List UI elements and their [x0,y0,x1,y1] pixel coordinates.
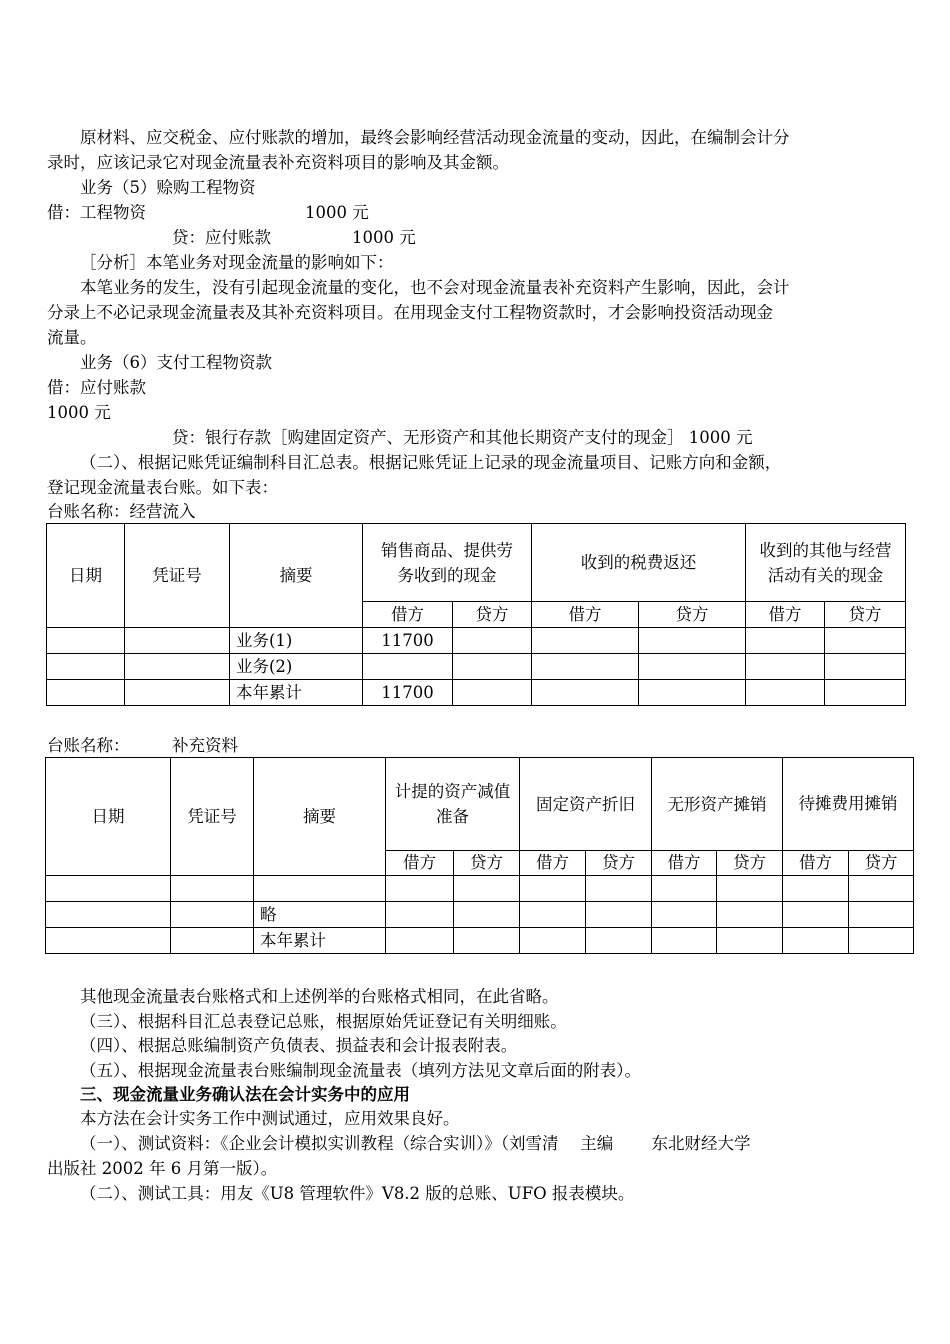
cell-value [717,876,783,902]
biz6-credit-line: 贷：银行存款［购建固定资产、无形资产和其他长期资产支付的现金］ 1000 元 [172,428,753,447]
ledger2-caption-label: 台账名称： [47,736,130,755]
cell-value [652,876,717,902]
cell-value [520,876,586,902]
sub-header-credit: 贷方 [717,851,783,876]
sub-header-debit: 借方 [520,851,586,876]
cell-value [386,876,454,902]
cell-date [47,628,125,654]
cell-value [520,928,586,954]
table-row [46,902,914,928]
cell-value [639,628,746,654]
biz6-title: 业务（6）支付工程物资款 [80,353,272,372]
cell-date [46,876,171,902]
cell-value [454,928,520,954]
cell-value: 11700 [363,680,453,706]
header-other-operating-text: 收到的其他与经营活动有关的现金 [759,540,892,585]
cell-value [717,928,783,954]
sub-header-credit: 贷方 [453,602,532,628]
sub-header-debit: 借方 [363,602,453,628]
ledger2-caption-value: 补充资料 [172,736,238,755]
cell-value [453,680,532,706]
header-impairment [386,758,520,851]
cell-value [849,928,914,954]
cell-value [746,680,825,706]
cell-voucher [125,680,230,706]
step2-line-1: （二）、根据记账凭证编制科目汇总表。根据记账凭证上记录的现金流量项目、记账方向和金额， [80,453,782,472]
cell-value [639,680,746,706]
cell-value [825,628,906,654]
cell-date [46,928,171,954]
header-date: 日期 [47,524,125,628]
table-row [46,928,914,954]
ledger-operating-inflow [46,523,906,706]
header-amortization [652,758,783,851]
sub-header-debit: 借方 [386,851,454,876]
header-tax-refund: 收到的税费返还 [532,524,746,602]
ledger1-caption: 台账名称：经营流入 [47,502,196,521]
cell-value [717,902,783,928]
step4-line: （四）、根据总账编制资产负债表、损益表和会计报表附表。 [80,1036,518,1055]
header-date: 日期 [46,758,171,876]
biz5-text-1: 本笔业务的发生，没有引起现金流量的变化，也不会对现金流量表补充资料产生影响，因此，会计 [80,278,790,297]
cell-value [453,654,532,680]
header-amortization-text: 无形资产摊销 [667,794,767,814]
biz5-text-3: 流量。 [47,328,97,347]
cell-value [386,902,454,928]
header-summary: 摘要 [254,758,386,876]
table-row [47,654,906,680]
cell-voucher [171,928,254,954]
cell-value [586,876,652,902]
biz5-debit-amount: 1000 元 [305,203,369,222]
cell-value [849,876,914,902]
header-other-operating [746,524,906,602]
after-line-1: 其他现金流量表台账格式和上述例举的台账格式相同，在此省略。 [80,987,559,1006]
biz5-analysis: ［分析］本笔业务对现金流量的影响如下： [80,253,394,272]
cell-value [652,928,717,954]
header-depreciation-text: 固定资产折旧 [536,794,635,814]
sub-header-credit: 贷方 [454,851,520,876]
biz5-credit-amount: 1000 元 [352,228,416,247]
test-material-line-1: （一）、测试资料：《企业会计模拟实训教程（综合实训）》（刘雪清 主编 东北财经大学 [80,1134,751,1153]
cell-value [363,654,453,680]
cell-summary: 本年累计 [230,680,363,706]
header-voucher: 凭证号 [125,524,230,628]
biz5-debit-label: 借：工程物资 [47,203,146,222]
cell-value [586,902,652,928]
cell-date [46,902,171,928]
header-impairment-text: 计提的资产减值准备 [394,782,511,826]
table-row [46,876,914,902]
cell-value [453,628,532,654]
biz5-title: 业务（5）赊购工程物资 [80,178,256,197]
cell-value [849,902,914,928]
cell-value [386,928,454,954]
cell-value: 11700 [363,628,453,654]
sub-header-debit: 借方 [652,851,717,876]
header-voucher: 凭证号 [171,758,254,876]
cell-value [520,902,586,928]
cell-value [454,876,520,902]
cell-value [454,902,520,928]
biz5-credit-label: 贷：应付账款 [172,228,271,247]
header-sales-cash [363,524,532,602]
biz6-debit-amount: 1000 元 [47,403,111,422]
cell-value [652,902,717,928]
intro-line-1: 原材料、应交税金、应付账款的增加，最终会影响经营活动现金流量的变动，因此，在编制会计分 [80,128,790,147]
cell-summary [254,876,386,902]
step5-line: （五）、根据现金流量表台账编制现金流量表（填列方法见文章后面的附表）。 [80,1061,641,1080]
cell-value [639,654,746,680]
cell-voucher [171,876,254,902]
section-intro: 本方法在会计实务工作中测试通过，应用效果良好。 [80,1109,460,1128]
sub-header-debit: 借方 [746,602,825,628]
table-row [47,680,906,706]
header-summary: 摘要 [230,524,363,628]
table-row [47,628,906,654]
sub-header-debit: 借方 [532,602,639,628]
cell-value [783,902,849,928]
sub-header-credit: 贷方 [825,602,906,628]
cell-value [532,628,639,654]
cell-summary: 略 [254,902,386,928]
biz5-text-2: 分录上不必记录现金流量表及其补充资料项目。在用现金支付工程物资款时，才会影响投资活动现金 [47,303,773,322]
step2-line-2: 登记现金流量表台账。如下表： [47,478,278,497]
header-sales-cash-text: 销售商品、提供劳务收到的现金 [381,540,513,585]
sub-header-credit: 贷方 [849,851,914,876]
cell-voucher [125,628,230,654]
cell-summary: 业务(2) [230,654,363,680]
cell-summary: 本年累计 [254,928,386,954]
cell-voucher [125,654,230,680]
test-material-line-2: 出版社 2002 年 6 月第一版）。 [47,1159,278,1178]
cell-value [783,876,849,902]
sub-header-debit: 借方 [783,851,849,876]
cell-date [47,680,125,706]
sub-header-credit: 贷方 [586,851,652,876]
cell-value [586,928,652,954]
header-prepaid: 待摊费用摊销 [783,758,914,851]
cell-value [825,654,906,680]
step3-line: （三）、根据科目汇总表登记总账，根据原始凭证登记有关明细账。 [80,1012,567,1031]
ledger-supplementary [45,757,914,954]
cell-value [532,654,639,680]
cell-voucher [171,902,254,928]
biz6-debit-line: 借：应付账款 [47,378,146,397]
cell-value [746,628,825,654]
sub-header-credit: 贷方 [639,602,746,628]
cell-value [783,928,849,954]
section-heading: 三、现金流量业务确认法在会计实务中的应用 [80,1085,410,1104]
cell-value [746,654,825,680]
test-tool-line: （二）、测试工具：用友《U8 管理软件》V8.2 版的总账、UFO 报表模块。 [80,1184,635,1203]
cell-summary: 业务(1) [230,628,363,654]
cell-value [532,680,639,706]
intro-line-2: 录时，应该记录它对现金流量表补充资料项目的影响及其金额。 [47,153,509,172]
header-depreciation [520,758,652,851]
cell-date [47,654,125,680]
cell-value [825,680,906,706]
